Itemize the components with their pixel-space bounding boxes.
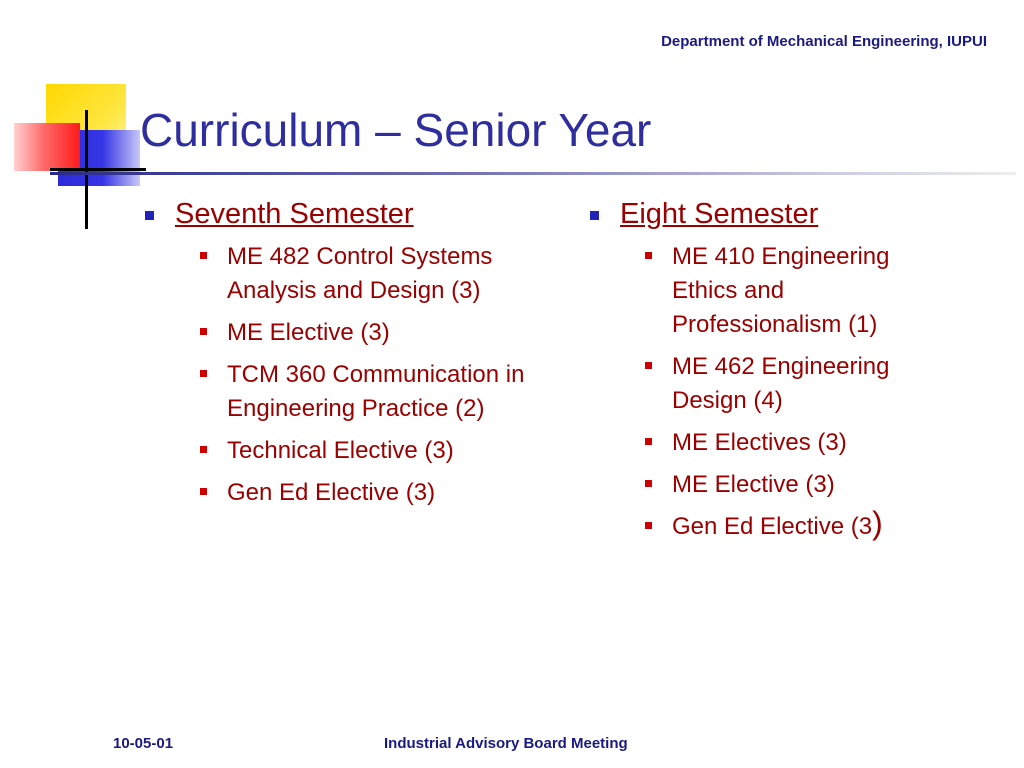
square-bullet-icon	[145, 211, 154, 220]
eighth-semester-heading: Eight Semester	[620, 198, 819, 230]
square-bullet-icon	[200, 446, 207, 453]
course-text: ME 462 Engineering Design (4)	[672, 353, 890, 414]
list-item	[200, 240, 565, 308]
eighth-semester-list	[645, 240, 990, 544]
eighth-semester-heading-item	[590, 196, 990, 232]
department-header: Department of Mechanical Engineering, IUPUI	[661, 33, 987, 50]
eighth-semester-column	[590, 196, 990, 552]
slide-title: Curriculum – Senior Year	[140, 104, 652, 156]
seventh-semester-heading: Seventh Semester	[175, 198, 414, 230]
course-text	[672, 505, 952, 544]
list-item	[200, 358, 565, 426]
square-bullet-icon	[645, 522, 652, 529]
course-text-close-paren: )	[872, 505, 883, 541]
slide-logo-decoration	[0, 0, 160, 240]
square-bullet-icon	[200, 488, 207, 495]
horizontal-line	[50, 168, 146, 171]
seventh-semester-list	[200, 240, 565, 510]
square-bullet-icon	[645, 252, 652, 259]
list-item	[645, 350, 990, 418]
list-item	[645, 468, 990, 502]
square-bullet-icon	[590, 211, 599, 220]
list-item	[645, 426, 990, 460]
list-item	[645, 505, 990, 544]
list-item	[200, 316, 565, 350]
course-text: ME 410 Engineering Ethics and Professionalism (1)	[672, 243, 890, 338]
footer-event: Industrial Advisory Board Meeting	[384, 735, 628, 752]
course-text: ME 482 Control Systems Analysis and Design (3)	[227, 243, 493, 304]
course-text: TCM 360 Communication in Engineering Practice (2)	[227, 361, 525, 422]
course-text: ME Elective (3)	[672, 471, 835, 498]
course-text: ME Elective (3)	[227, 319, 390, 346]
course-text: Gen Ed Elective (3)	[227, 479, 436, 506]
list-item	[200, 434, 565, 468]
footer-date: 10-05-01	[113, 735, 174, 752]
square-bullet-icon	[200, 252, 207, 259]
list-item	[200, 476, 565, 510]
square-bullet-icon	[645, 480, 652, 487]
seventh-semester-column	[145, 196, 565, 518]
square-bullet-icon	[200, 370, 207, 377]
title-rule	[50, 172, 1016, 175]
square-bullet-icon	[645, 362, 652, 369]
list-item	[645, 240, 990, 342]
seventh-semester-heading-item	[145, 196, 565, 232]
square-bullet-icon	[200, 328, 207, 335]
course-text: ME Electives (3)	[672, 429, 847, 456]
course-text: Technical Elective (3)	[227, 437, 454, 464]
course-text-main: Gen Ed Elective (3	[672, 513, 873, 540]
red-square	[14, 123, 80, 171]
square-bullet-icon	[645, 438, 652, 445]
